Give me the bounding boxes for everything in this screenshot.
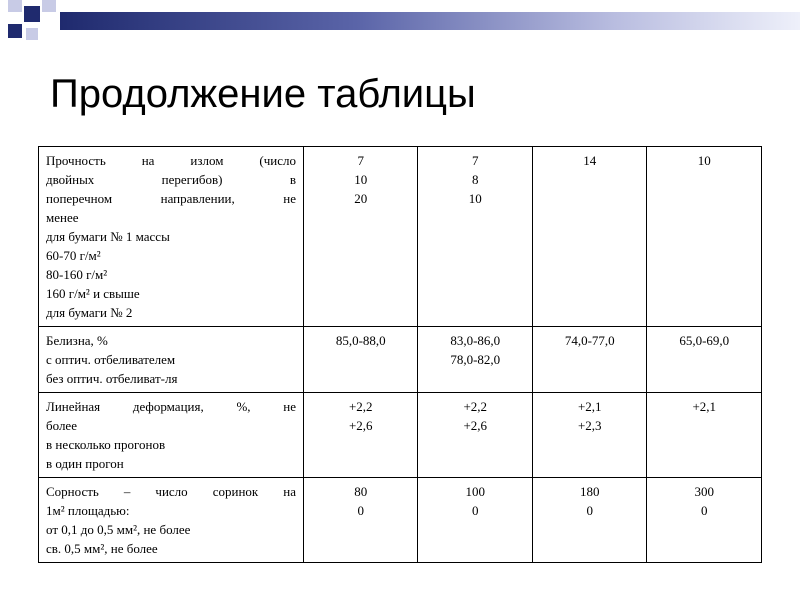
value-cell bbox=[647, 478, 762, 563]
table-row bbox=[39, 327, 762, 393]
value-line: 65,0-69,0 bbox=[679, 333, 730, 348]
description-line: поперечном направлении, не bbox=[46, 191, 296, 206]
value-line: 10 bbox=[468, 191, 482, 206]
value-line: 10 bbox=[697, 153, 711, 168]
value-line: 0 bbox=[471, 503, 479, 518]
value-line: +2,6 bbox=[463, 418, 488, 433]
description-line: двойных перегибов) в bbox=[46, 172, 296, 187]
value-line: +2,3 bbox=[577, 418, 602, 433]
value-cell bbox=[532, 327, 647, 393]
value-line: +2,1 bbox=[692, 399, 717, 414]
value-line: 14 bbox=[583, 153, 597, 168]
description-line: для бумаги № 1 массы bbox=[46, 229, 170, 244]
property-description bbox=[39, 393, 304, 478]
property-description bbox=[39, 147, 304, 327]
description-line: св. 0,5 мм², не более bbox=[46, 541, 158, 556]
value-line: 100 bbox=[465, 484, 485, 499]
value-cell bbox=[303, 393, 418, 478]
description-line: Прочность на излом (число bbox=[46, 153, 296, 168]
description-line: в один прогон bbox=[46, 456, 124, 471]
property-description bbox=[39, 478, 304, 563]
value-line: +2,2 bbox=[348, 399, 373, 414]
header-gradient-bar bbox=[60, 12, 800, 30]
value-cell bbox=[532, 393, 647, 478]
value-line: 8 bbox=[471, 172, 479, 187]
value-line: 7 bbox=[471, 153, 479, 168]
description-line: 1м² площадью: bbox=[46, 503, 130, 518]
value-cell bbox=[647, 147, 762, 327]
value-cell bbox=[418, 478, 533, 563]
value-line: 180 bbox=[579, 484, 600, 499]
description-line: в несколько прогонов bbox=[46, 437, 166, 452]
decorative-squares bbox=[0, 0, 62, 50]
value-line: 83,0-86,0 bbox=[450, 333, 501, 348]
description-line: 60-70 г/м² bbox=[46, 248, 101, 263]
property-description bbox=[39, 327, 304, 393]
description-line: менее bbox=[46, 210, 79, 225]
table-row bbox=[39, 478, 762, 563]
value-line: 20 bbox=[354, 191, 368, 206]
value-cell bbox=[647, 327, 762, 393]
description-line: от 0,1 до 0,5 мм², не более bbox=[46, 522, 191, 537]
table-row bbox=[39, 393, 762, 478]
value-line: 10 bbox=[354, 172, 368, 187]
value-line: 0 bbox=[357, 503, 364, 518]
description-line: Линейная деформация, %, не bbox=[46, 399, 296, 414]
value-cell bbox=[532, 478, 647, 563]
value-line: +2,2 bbox=[463, 399, 488, 414]
description-line: более bbox=[46, 418, 77, 433]
value-line: 85,0-88,0 bbox=[335, 333, 386, 348]
value-line: 0 bbox=[700, 503, 708, 518]
value-line: +2,6 bbox=[348, 418, 373, 433]
value-cell bbox=[647, 393, 762, 478]
paper-properties-table bbox=[38, 146, 762, 563]
value-line: 78,0-82,0 bbox=[450, 352, 501, 367]
value-cell bbox=[303, 478, 418, 563]
value-cell bbox=[418, 393, 533, 478]
value-cell bbox=[418, 327, 533, 393]
value-line: 300 bbox=[694, 484, 714, 499]
description-line: Белизна, % bbox=[46, 333, 108, 348]
value-line: +2,1 bbox=[577, 399, 602, 414]
value-cell bbox=[532, 147, 647, 327]
value-line: 80 bbox=[354, 484, 368, 499]
value-cell bbox=[303, 327, 418, 393]
description-line: с оптич. отбеливателем bbox=[46, 352, 176, 367]
description-line: для бумаги № 2 bbox=[46, 305, 133, 320]
table-row bbox=[39, 147, 762, 327]
description-line: 160 г/м² и свыше bbox=[46, 286, 140, 301]
value-cell bbox=[418, 147, 533, 327]
value-line: 74,0-77,0 bbox=[564, 333, 615, 348]
slide-title: Продолжение таблицы bbox=[50, 72, 476, 116]
value-cell bbox=[303, 147, 418, 327]
value-line: 0 bbox=[586, 503, 593, 518]
description-line: 80-160 г/м² bbox=[46, 267, 108, 282]
description-line: без оптич. отбеливат-ля bbox=[46, 371, 178, 386]
value-line: 7 bbox=[357, 153, 364, 168]
description-line: Сорность – число соринок на bbox=[46, 484, 296, 499]
